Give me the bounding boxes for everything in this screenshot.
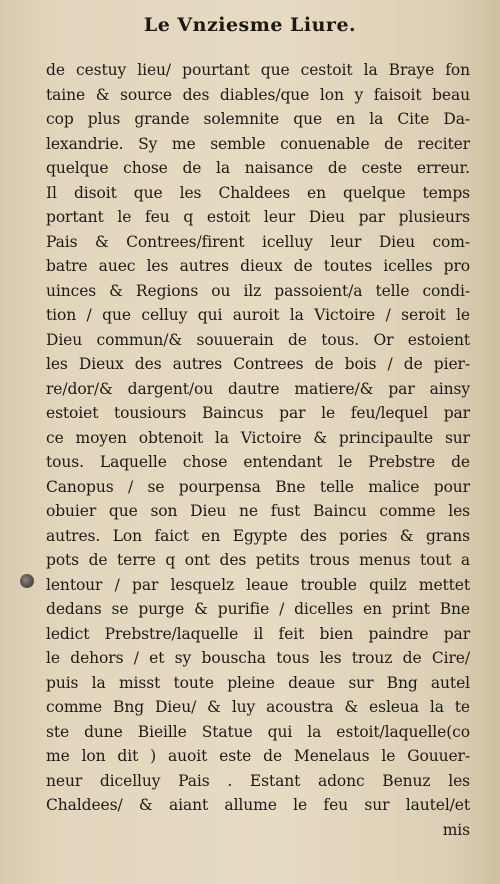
text-line: les Dieux des autres Contrees de bois / de pier- (46, 355, 470, 373)
text-line: tion / que celluy qui auroit la Victoire / seroit le (46, 306, 470, 324)
text-line: estoiet tousiours Baincus par le feu/lequel par (46, 404, 470, 422)
text-line: me lon dit ) auoit este de Menelaus le Gouuer- (46, 747, 470, 765)
page-hole (20, 574, 34, 588)
text-line: uinces & Regions ou ilz passoient/a telle condi- (46, 281, 470, 300)
text-line: cop plus grande solemnite que en la Cite Da- (46, 110, 470, 128)
text-line: autres. Lon faict en Egypte des pories & grans (46, 526, 470, 545)
text-line: lentour / par lesquelz leaue trouble quilz mettet (46, 575, 470, 594)
catchword: mis (442, 820, 470, 839)
text-line: Canopus / se pourpensa Bne telle malice pour (46, 477, 470, 496)
text-line: ste dune Bieille Statue qui la estoit/laquelle(co (46, 722, 470, 741)
text-line: Pais & Contrees/firent icelluy leur Dieu com- (46, 232, 470, 251)
running-title: Le Vnziesme Liure. (143, 14, 357, 36)
text-line: ledict Prebstre/laquelle il feit bien paindre par (46, 624, 470, 643)
text-line: dedans se purge & purifie / dicelles en print Bne (46, 600, 470, 618)
text-line: portant le feu q estoit leur Dieu par plusieurs (46, 208, 470, 226)
text-line: lexandrie. Sy me semble conuenable de reciter (46, 134, 470, 153)
text-block (46, 58, 470, 842)
text-line: de cestuy lieu/ pourtant que cestoit la Braye fon (46, 61, 470, 79)
text-line: Chaldees/ & aiant allume le feu sur lautel/et (46, 796, 470, 814)
text-line: le dehors / et sy bouscha tous les trouz de Cire/ (46, 649, 470, 667)
text-line: ce moyen obtenoit la Victoire & principaulte sur (46, 428, 470, 447)
text-line: puis la misst toute pleine deaue sur Bng autel (46, 673, 470, 692)
text-line: Il disoit que les Chaldees en quelque temps (46, 183, 470, 202)
text-line: Dieu commun/& souuerain de tous. Or estoient (46, 330, 470, 349)
text-line: pots de terre q ont des petits trous menus tout a (46, 551, 470, 569)
text-line: neur dicelluy Pais . Estant adonc Benuz les (46, 771, 470, 790)
text-line: comme Bng Dieu/ & luy acoustra & esleua la te (46, 698, 470, 716)
text-line: batre auec les autres dieux de toutes icelles pro (46, 257, 470, 275)
text-line: tous. Laquelle chose entendant le Prebstre de (46, 453, 470, 471)
text-line: quelque chose de la naisance de ceste erreur. (46, 159, 470, 177)
text-line: taine & source des diables/que lon y faisoit beau (46, 85, 470, 104)
text-line: re/dor/& dargent/ou dautre matiere/& par ainsy (46, 379, 470, 398)
text-line: obuier que son Dieu ne fust Baincu comme les (46, 502, 470, 520)
